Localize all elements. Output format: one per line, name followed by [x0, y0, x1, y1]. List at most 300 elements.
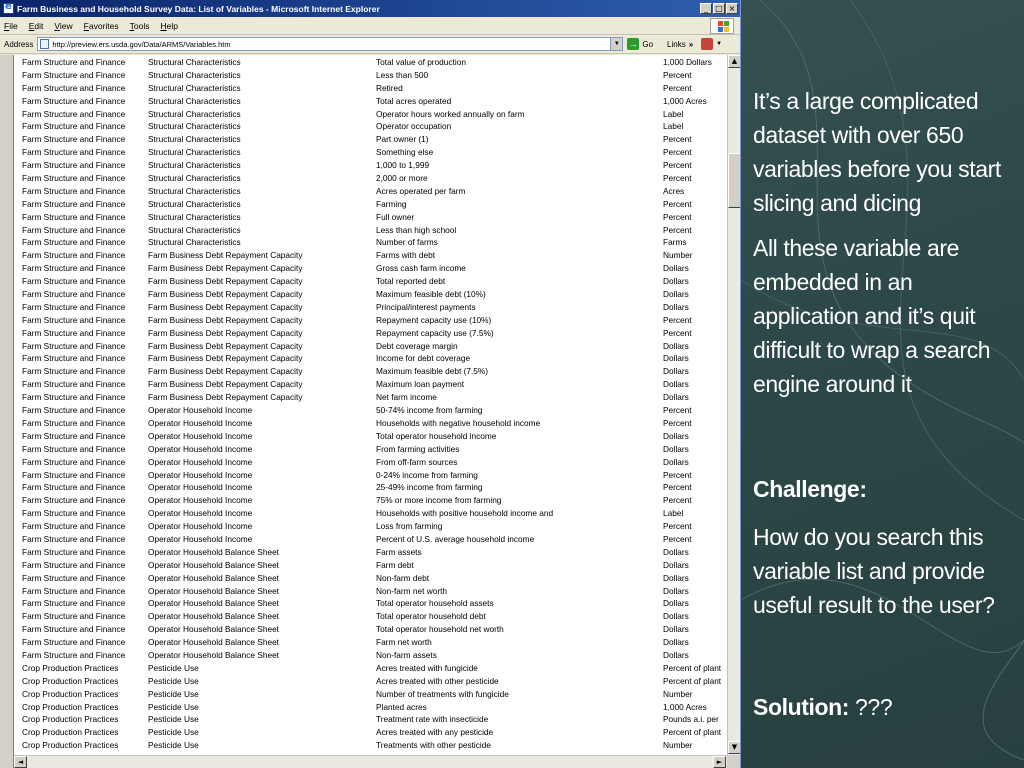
cell-unit: Dollars — [663, 585, 689, 596]
cell-category: Farm Structure and Finance — [22, 237, 126, 248]
cell-unit: 1,000 Acres — [663, 701, 707, 712]
cell-category: Farm Structure and Finance — [22, 134, 126, 145]
cell-unit: Percent — [663, 314, 692, 325]
cell-unit: Dollars — [663, 263, 689, 274]
cell-variable: Total operator household income — [376, 430, 497, 441]
cell-unit: Percent — [663, 533, 692, 544]
table-row — [22, 585, 727, 598]
table-row — [22, 236, 727, 249]
table-row — [22, 610, 727, 623]
address-dropdown-button[interactable]: ▼ — [610, 38, 622, 50]
cell-variable: Percent of U.S. average household income — [376, 533, 535, 544]
cell-variable: Farm assets — [376, 546, 422, 557]
solution-text: ??? — [849, 694, 893, 720]
cell-subcategory: Structural Characteristics — [148, 224, 241, 235]
scroll-up-button[interactable]: ▲ — [728, 55, 741, 68]
cell-variable: 1,000 to 1,999 — [376, 160, 430, 171]
cell-variable: Total operator household debt — [376, 611, 486, 622]
cell-variable: Net farm income — [376, 392, 437, 403]
bullet-embedded-app: All these variable are embedded in an application and it’s quit difficult to wrap a search engine around it — [753, 235, 991, 397]
variable-table — [22, 56, 727, 752]
table-row — [22, 701, 727, 714]
table-row — [22, 507, 727, 520]
cell-category: Crop Production Practices — [22, 727, 119, 738]
table-row — [22, 249, 727, 262]
cell-category: Farm Structure and Finance — [22, 598, 126, 609]
table-row — [22, 739, 727, 752]
cell-unit: Acres — [663, 185, 685, 196]
go-arrow-icon: → — [628, 39, 638, 49]
cell-unit: Dollars — [663, 392, 689, 403]
cell-unit: Dollars — [663, 340, 689, 351]
cell-subcategory: Structural Characteristics — [148, 121, 241, 132]
cell-category: Farm Structure and Finance — [22, 211, 126, 222]
menu-bar — [0, 17, 740, 35]
table-row — [22, 391, 727, 404]
cell-category: Farm Structure and Finance — [22, 340, 126, 351]
windows-flag-icon — [710, 18, 734, 34]
cell-subcategory: Farm Business Debt Repayment Capacity — [148, 301, 303, 312]
cell-variable: Households with negative household income — [376, 417, 541, 428]
cell-subcategory: Structural Characteristics — [148, 108, 241, 119]
menu-edit[interactable]: Edit — [28, 20, 44, 31]
cell-category: Farm Structure and Finance — [22, 173, 126, 184]
cell-subcategory: Operator Household Balance Sheet — [148, 572, 279, 583]
cell-category: Farm Structure and Finance — [22, 508, 126, 519]
cell-variable: 75% or more income from farming — [376, 495, 502, 506]
cell-unit: Percent — [663, 147, 692, 158]
cell-unit: Dollars — [663, 443, 689, 454]
solution-heading: Solution: — [753, 694, 850, 720]
cell-category: Farm Structure and Finance — [22, 224, 126, 235]
table-row — [22, 159, 727, 172]
cell-variable: Total operator household assets — [376, 598, 494, 609]
cell-subcategory: Operator Household Income — [148, 443, 253, 454]
cell-subcategory: Operator Household Balance Sheet — [148, 637, 279, 648]
cell-subcategory: Operator Household Income — [148, 405, 253, 416]
cell-unit: Dollars — [663, 598, 689, 609]
cell-unit: Percent — [663, 160, 692, 171]
cell-subcategory: Pesticide Use — [148, 727, 199, 738]
cell-unit: Dollars — [663, 559, 689, 570]
table-row — [22, 662, 727, 675]
cell-subcategory: Pesticide Use — [148, 675, 199, 686]
challenge-text: How do you search this variable list and provide useful result to the user? — [753, 524, 995, 618]
cell-subcategory: Pesticide Use — [148, 688, 199, 699]
cell-category: Farm Structure and Finance — [22, 430, 126, 441]
cell-variable: Maximum feasible debt (10%) — [376, 289, 486, 300]
cell-unit: Pounds a.i. per — [663, 714, 719, 725]
menu-help[interactable]: Help — [160, 20, 178, 31]
cell-variable: Non-farm assets — [376, 649, 437, 660]
cell-unit: 1,000 Acres — [663, 95, 707, 106]
cell-variable: Less than 500 — [376, 69, 429, 80]
cell-variable: Treatment rate with insecticide — [376, 714, 489, 725]
table-row — [22, 713, 727, 726]
cell-category: Farm Structure and Finance — [22, 649, 126, 660]
menu-favorites[interactable]: Favorites — [83, 20, 119, 31]
cell-variable: Households with positive household income and — [376, 508, 554, 519]
cell-subcategory: Farm Business Debt Repayment Capacity — [148, 250, 303, 261]
table-row — [22, 404, 727, 417]
cell-category: Farm Structure and Finance — [22, 57, 126, 67]
table-row — [22, 597, 727, 610]
table-row — [22, 301, 727, 314]
cell-subcategory: Operator Household Income — [148, 469, 253, 480]
cell-unit: Percent — [663, 82, 692, 93]
cell-unit: Dollars — [663, 649, 689, 660]
cell-category: Farm Structure and Finance — [22, 301, 126, 312]
cell-unit: Percent — [663, 405, 692, 416]
table-row — [22, 185, 727, 198]
cell-variable: Acres treated with other pesticide — [376, 675, 499, 686]
cell-category: Crop Production Practices — [22, 688, 119, 699]
cell-category: Farm Structure and Finance — [22, 82, 126, 93]
cell-subcategory: Pesticide Use — [148, 714, 199, 725]
cell-category: Farm Structure and Finance — [22, 327, 126, 338]
cell-category: Farm Structure and Finance — [22, 521, 126, 532]
cell-category: Farm Structure and Finance — [22, 482, 126, 493]
cell-variable: Non-farm net worth — [376, 585, 448, 596]
cell-category: Farm Structure and Finance — [22, 263, 126, 274]
table-row — [22, 533, 727, 546]
cell-variable: From farming activities — [376, 443, 460, 454]
cell-unit: Percent of plant — [663, 675, 722, 686]
cell-unit: Farms — [663, 237, 687, 248]
cell-variable: From off-farm sources — [376, 456, 458, 467]
table-row — [22, 430, 727, 443]
cell-category: Farm Structure and Finance — [22, 314, 126, 325]
cell-unit: Percent — [663, 482, 692, 493]
cell-unit: Dollars — [663, 430, 689, 441]
toolbar-extension-icon[interactable] — [701, 38, 713, 50]
address-input[interactable] — [37, 37, 623, 51]
cell-subcategory: Operator Household Balance Sheet — [148, 546, 279, 557]
cell-unit: Dollars — [663, 289, 689, 300]
table-row — [22, 82, 727, 95]
table-row — [22, 494, 727, 507]
table-row — [22, 443, 727, 456]
cell-category: Farm Structure and Finance — [22, 559, 126, 570]
cell-variable: 2,000 or more — [376, 173, 428, 184]
cell-subcategory: Farm Business Debt Repayment Capacity — [148, 392, 303, 403]
table-row — [22, 95, 727, 108]
cell-category: Farm Structure and Finance — [22, 160, 126, 171]
close-button[interactable]: × — [726, 3, 738, 14]
cell-unit: Percent — [663, 521, 692, 532]
table-row — [22, 546, 727, 559]
cell-variable: Maximum feasible debt (7.5%) — [376, 366, 489, 377]
table-row — [22, 172, 727, 185]
cell-subcategory: Pesticide Use — [148, 662, 199, 673]
cell-unit: 1,000 Dollars — [663, 57, 712, 67]
cell-category: Farm Structure and Finance — [22, 69, 126, 80]
cell-variable: Repayment capacity use (7.5%) — [376, 327, 494, 338]
cell-unit: Percent — [663, 198, 692, 209]
table-row — [22, 726, 727, 739]
page-icon — [40, 39, 49, 49]
cell-variable: Total reported debt — [376, 276, 446, 287]
table-row — [22, 469, 727, 482]
cell-unit: Label — [663, 121, 684, 132]
cell-category: Farm Structure and Finance — [22, 353, 126, 364]
cell-category: Farm Structure and Finance — [22, 95, 126, 106]
cell-variable: Retired — [376, 82, 403, 93]
table-row — [22, 211, 727, 224]
cell-variable: Operator occupation — [376, 121, 452, 132]
cell-subcategory: Farm Business Debt Repayment Capacity — [148, 276, 303, 287]
table-row — [22, 623, 727, 636]
cell-subcategory: Structural Characteristics — [148, 134, 241, 145]
cell-subcategory: Structural Characteristics — [148, 173, 241, 184]
cell-subcategory: Structural Characteristics — [148, 82, 241, 93]
cell-subcategory: Operator Household Income — [148, 482, 253, 493]
table-row — [22, 365, 727, 378]
table-row — [22, 314, 727, 327]
scroll-thumb[interactable] — [728, 153, 741, 208]
scroll-right-button[interactable]: ► — [713, 756, 726, 768]
cell-variable: Something else — [376, 147, 434, 158]
cell-category: Farm Structure and Finance — [22, 392, 126, 403]
cell-unit: Dollars — [663, 546, 689, 557]
cell-variable: Non-farm debt — [376, 572, 430, 583]
cell-variable: Gross cash farm income — [376, 263, 466, 274]
cell-variable: Income for debt coverage — [376, 353, 471, 364]
cell-category: Farm Structure and Finance — [22, 185, 126, 196]
cell-category: Crop Production Practices — [22, 701, 119, 712]
cell-unit: Percent — [663, 134, 692, 145]
table-row — [22, 262, 727, 275]
cell-variable: Farm net worth — [376, 637, 432, 648]
solution-line — [753, 690, 1021, 724]
cell-subcategory: Operator Household Balance Sheet — [148, 559, 279, 570]
cell-variable: Acres treated with fungicide — [376, 662, 478, 673]
cell-subcategory: Operator Household Balance Sheet — [148, 624, 279, 635]
cell-category: Farm Structure and Finance — [22, 637, 126, 648]
cell-category: Farm Structure and Finance — [22, 495, 126, 506]
table-row — [22, 675, 727, 688]
cell-unit: Percent — [663, 327, 692, 338]
cell-category: Farm Structure and Finance — [22, 624, 126, 635]
cell-category: Farm Structure and Finance — [22, 289, 126, 300]
cell-subcategory: Operator Household Income — [148, 533, 253, 544]
cell-unit: Label — [663, 508, 684, 519]
cell-category: Crop Production Practices — [22, 675, 119, 686]
cell-subcategory: Farm Business Debt Repayment Capacity — [148, 314, 303, 325]
cell-variable: Principal/interest payments — [376, 301, 476, 312]
address-bar — [0, 35, 740, 54]
cell-variable: Less than high school — [376, 224, 457, 235]
cell-unit: Number — [663, 250, 693, 261]
cell-subcategory: Operator Household Income — [148, 430, 253, 441]
cell-variable: Loss from farming — [376, 521, 443, 532]
cell-subcategory: Operator Household Income — [148, 508, 253, 519]
cell-unit: Dollars — [663, 276, 689, 287]
bullet-dataset-size: It’s a large complicated dataset with over 650 variables before you start slicing and dicing — [753, 88, 1001, 216]
ie-logo-icon — [3, 3, 14, 14]
cell-variable: Part owner (1) — [376, 134, 429, 145]
page-view — [14, 55, 727, 755]
cell-unit: Dollars — [663, 611, 689, 622]
cell-subcategory: Farm Business Debt Repayment Capacity — [148, 263, 303, 274]
cell-subcategory: Farm Business Debt Repayment Capacity — [148, 289, 303, 300]
table-row — [22, 146, 727, 159]
table-row — [22, 572, 727, 585]
cell-variable: Maximum loan payment — [376, 379, 465, 390]
table-row — [22, 224, 727, 237]
window-title: Farm Business and Household Survey Data: List of Variables - Microsoft Internet Explorer — [17, 3, 380, 14]
cell-variable: Operator hours worked annually on farm — [376, 108, 525, 119]
cell-category: Farm Structure and Finance — [22, 572, 126, 583]
table-row — [22, 378, 727, 391]
cell-unit: Dollars — [663, 637, 689, 648]
maximize-button[interactable]: □ — [713, 3, 725, 14]
cell-subcategory: Operator Household Balance Sheet — [148, 611, 279, 622]
cell-subcategory: Farm Business Debt Repayment Capacity — [148, 379, 303, 390]
table-row — [22, 120, 727, 133]
table-row — [22, 288, 727, 301]
cell-variable: Acres operated per farm — [376, 185, 466, 196]
cell-variable: Total value of production — [376, 57, 466, 67]
explorer-bar-edge — [0, 55, 14, 768]
content-area — [0, 55, 741, 768]
cell-category: Farm Structure and Finance — [22, 198, 126, 209]
menu-file[interactable]: File — [4, 20, 18, 31]
cell-subcategory: Farm Business Debt Repayment Capacity — [148, 327, 303, 338]
cell-subcategory: Structural Characteristics — [148, 237, 241, 248]
table-row — [22, 327, 727, 340]
links-chevron[interactable]: » — [688, 39, 694, 49]
links-button[interactable]: Links — [667, 39, 686, 49]
cell-category: Farm Structure and Finance — [22, 250, 126, 261]
cell-subcategory: Operator Household Income — [148, 521, 253, 532]
go-label: Go — [642, 39, 654, 49]
cell-subcategory: Pesticide Use — [148, 740, 199, 751]
cell-category: Farm Structure and Finance — [22, 546, 126, 557]
menu-tools[interactable]: Tools — [129, 20, 150, 31]
table-row — [22, 417, 727, 430]
cell-subcategory: Structural Characteristics — [148, 69, 241, 80]
cell-category: Crop Production Practices — [22, 740, 119, 751]
horizontal-scrollbar[interactable] — [14, 755, 727, 768]
cell-category: Farm Structure and Finance — [22, 405, 126, 416]
cell-unit: Dollars — [663, 301, 689, 312]
cell-variable: Total acres operated — [376, 95, 452, 106]
table-row — [22, 56, 727, 69]
cell-unit: Dollars — [663, 366, 689, 377]
cell-subcategory: Structural Characteristics — [148, 147, 241, 158]
table-row — [22, 108, 727, 121]
cell-category: Farm Structure and Finance — [22, 147, 126, 158]
cell-subcategory: Structural Characteristics — [148, 160, 241, 171]
challenge-heading: Challenge: — [753, 476, 867, 502]
go-button[interactable] — [627, 38, 653, 50]
cell-unit: Number — [663, 688, 693, 699]
address-label: Address — [4, 39, 34, 49]
cell-category: Farm Structure and Finance — [22, 611, 126, 622]
table-row — [22, 456, 727, 469]
cell-unit: Percent — [663, 173, 692, 184]
cell-category: Farm Structure and Finance — [22, 456, 126, 467]
cell-unit: Percent — [663, 211, 692, 222]
cell-unit: Dollars — [663, 624, 689, 635]
cell-unit: Percent of plant — [663, 662, 722, 673]
cell-category: Farm Structure and Finance — [22, 366, 126, 377]
cell-unit: Percent — [663, 224, 692, 235]
cell-variable: Debt coverage margin — [376, 340, 458, 351]
cell-subcategory: Operator Household Income — [148, 417, 253, 428]
table-row — [22, 340, 727, 353]
cell-category: Farm Structure and Finance — [22, 276, 126, 287]
cell-category: Farm Structure and Finance — [22, 108, 126, 119]
cell-subcategory: Farm Business Debt Repayment Capacity — [148, 340, 303, 351]
cell-category: Farm Structure and Finance — [22, 121, 126, 132]
cell-subcategory: Structural Characteristics — [148, 198, 241, 209]
table-row — [22, 481, 727, 494]
cell-variable: 25-49% income from farming — [376, 482, 483, 493]
minimize-button[interactable]: _ — [700, 3, 712, 14]
table-row — [22, 275, 727, 288]
cell-variable: Farming — [376, 198, 407, 209]
cell-variable: Number of treatments with fungicide — [376, 688, 509, 699]
cell-variable: Total operator household net worth — [376, 624, 504, 635]
cell-category: Crop Production Practices — [22, 714, 119, 725]
cell-unit: Percent — [663, 69, 692, 80]
cell-subcategory: Structural Characteristics — [148, 185, 241, 196]
cell-variable: Acres treated with any pesticide — [376, 727, 494, 738]
cell-unit: Number — [663, 740, 693, 751]
cell-unit: Dollars — [663, 379, 689, 390]
cell-category: Farm Structure and Finance — [22, 417, 126, 428]
cell-variable: Repayment capacity use (10%) — [376, 314, 492, 325]
cell-subcategory: Pesticide Use — [148, 701, 199, 712]
cell-category: Farm Structure and Finance — [22, 585, 126, 596]
table-row — [22, 69, 727, 82]
address-url: http://preview.ers.usda.gov/Data/ARMS/Variables.htm — [52, 39, 231, 49]
cell-variable: Number of farms — [376, 237, 438, 248]
cell-subcategory: Operator Household Income — [148, 495, 253, 506]
cell-variable: Farms with debt — [376, 250, 436, 261]
cell-subcategory: Operator Household Balance Sheet — [148, 585, 279, 596]
scroll-down-button[interactable]: ▼ — [728, 741, 741, 754]
title-bar[interactable] — [0, 0, 740, 17]
cell-unit: Percent — [663, 469, 692, 480]
scroll-left-button[interactable]: ◄ — [14, 756, 27, 768]
table-row — [22, 688, 727, 701]
cell-subcategory: Operator Household Income — [148, 456, 253, 467]
cell-category: Farm Structure and Finance — [22, 443, 126, 454]
cell-subcategory: Farm Business Debt Repayment Capacity — [148, 366, 303, 377]
cell-unit: Percent of plant — [663, 727, 722, 738]
table-row — [22, 520, 727, 533]
table-row — [22, 559, 727, 572]
cell-category: Crop Production Practices — [22, 662, 119, 673]
cell-subcategory: Structural Characteristics — [148, 57, 241, 67]
cell-variable: Treatments with other pesticide — [376, 740, 491, 751]
vertical-scrollbar[interactable] — [727, 55, 741, 755]
cell-unit: Dollars — [663, 353, 689, 364]
table-row — [22, 352, 727, 365]
cell-variable: Full owner — [376, 211, 415, 222]
cell-variable: 0-24% income from farming — [376, 469, 478, 480]
table-row — [22, 198, 727, 211]
cell-variable: Planted acres — [376, 701, 427, 712]
menu-view[interactable]: View — [54, 20, 73, 31]
cell-unit: Percent — [663, 417, 692, 428]
toolbar-dropdown-icon[interactable]: ▼ — [716, 41, 723, 47]
cell-category: Farm Structure and Finance — [22, 379, 126, 390]
cell-unit: Percent — [663, 495, 692, 506]
